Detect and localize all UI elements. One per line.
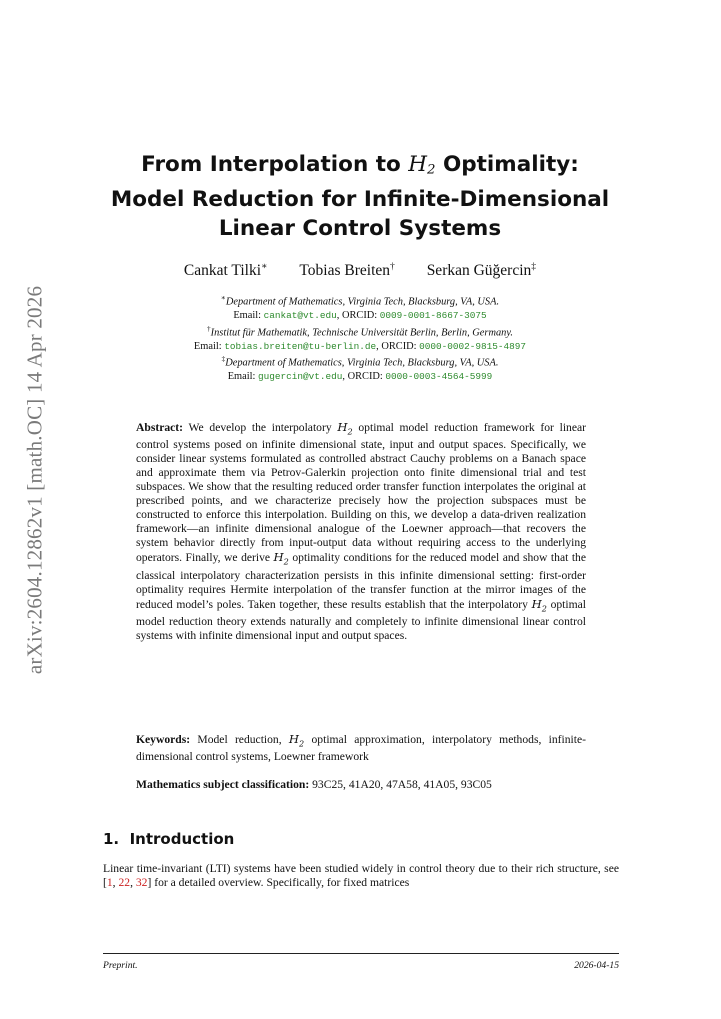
arxiv-stamp: [20, 280, 50, 680]
h2-symbol: $H_2$: [273, 550, 289, 567]
contact-3: Email: gugercin@vt.edu, ORCID: 0000-0003-4564-5999: [227, 371, 493, 383]
section-heading-introduction: 1. Introduction: [103, 830, 235, 848]
footer-preprint: Preprint.: [103, 960, 138, 971]
h2-symbol: $H_2$: [531, 596, 547, 614]
footer-rule: [103, 953, 619, 954]
title-line-2: Model Reduction for Infinite-Dimensional: [110, 186, 610, 212]
keywords-label: Keywords:: [136, 733, 191, 746]
author-2: Tobias Breiten†: [299, 261, 395, 280]
msc-codes: 93C25, 41A20, 47A58, 41A05, 93C05: [309, 778, 492, 791]
affiliations: [60, 292, 660, 384]
title-line-3: Linear Control Systems: [218, 215, 502, 241]
orcid-link-3[interactable]: 0000-0003-4564-5999: [385, 371, 493, 383]
contact-1: Email: cankat@vt.edu, ORCID: 0009-0001-8667-3075: [233, 310, 487, 322]
intro-paragraph: Linear time-invariant (LTI) systems have been studied widely in control theory due to their rich structure, see [1, 22, 32] for a detailed overview. Specifically, for fixed matrices: [103, 862, 619, 890]
msc-classification: [136, 778, 586, 792]
arxiv-stamp-text: arXiv:2604.12862v1 [math.OC] 14 Apr 2026: [22, 285, 47, 675]
contact-2: Email: tobias.breiten@tu-berlin.de, ORCID: 0000-0002-9815-4897: [193, 340, 527, 352]
abstract: [136, 420, 586, 643]
msc-label: Mathematics subject classification:: [136, 778, 310, 791]
abstract-text: Abstract: We develop the interpolatory $H_2$ optimal model reduction framework for linear control systems posed on infinite dimensional state, input and output spaces. Specifically, we consider linear systems formulated as controlled abstract Cauchy problems on a Banach space and approximate them via Petrov-Galerkin projection onto finite dimensional trial and test subspaces. We show that the resulting reduced order transfer function interpolates the original at prescribed points, and we characterize precisely how the projection subspaces must be constructed to enforce this interpolation. Building on this, we develop a data-driven realization framework—an infinite dimensional analogue of the Loewner approach—that recovers the system behavior directly from input-output data without requiring access to the underlying operators. Finally, we derive $H_2$ optimality conditions for the reduced model and show that the classical interpolatory characterization persists in this infinite dimensional setting: first-order optimality requires Hermite interpolation of the transfer function at the mirror images of the reduced model’s poles. Taken together, these results establish that the interpolatory $H_2$ optimal model reduction theory extends naturally and completely to infinite dimensional linear control systems with infinite dimensional input and output spaces.: [136, 420, 586, 643]
h2-symbol: $H_2$: [288, 732, 305, 749]
citation-link[interactable]: 22: [118, 876, 131, 890]
orcid-link-2[interactable]: 0000-0002-9815-4897: [419, 340, 527, 352]
keywords: Keywords: Model reduction, $H_2$ optimal approximation, interpolatory methods, infinite-dimensional control systems, Loewner framework: [136, 732, 586, 764]
author-list: [60, 261, 660, 280]
author-1: Cankat Tilki∗: [183, 261, 268, 280]
title-line-1: From Interpolation to $H_2$ Optimality:: [141, 152, 579, 178]
orcid-link-1[interactable]: 0009-0001-8667-3075: [379, 310, 487, 322]
citation-link[interactable]: 32: [135, 876, 148, 890]
h2-symbol: $H_2$: [337, 420, 353, 437]
author-3: Serkan Güğercin‡: [426, 261, 537, 280]
affiliation-2: †Institut für Mathematik, Technische Universität Berlin, Berlin, Germany.: [207, 324, 513, 339]
h2-symbol: $H_2$: [408, 152, 436, 178]
citation-link[interactable]: 1: [106, 876, 113, 890]
email-link-2[interactable]: tobias.breiten@tu-berlin.de: [224, 340, 377, 352]
abstract-label: Abstract:: [136, 421, 184, 434]
footer-date: 2026-04-15: [574, 960, 619, 971]
paper-title: [60, 150, 660, 243]
affiliation-1: ∗Department of Mathematics, Virginia Tech, Blacksburg, VA, USA.: [220, 294, 500, 308]
affiliation-3: ‡Department of Mathematics, Virginia Tech, Blacksburg, VA, USA.: [221, 355, 499, 369]
email-link-3[interactable]: gugercin@vt.edu: [258, 371, 343, 383]
email-link-1[interactable]: cankat@vt.edu: [263, 310, 337, 322]
